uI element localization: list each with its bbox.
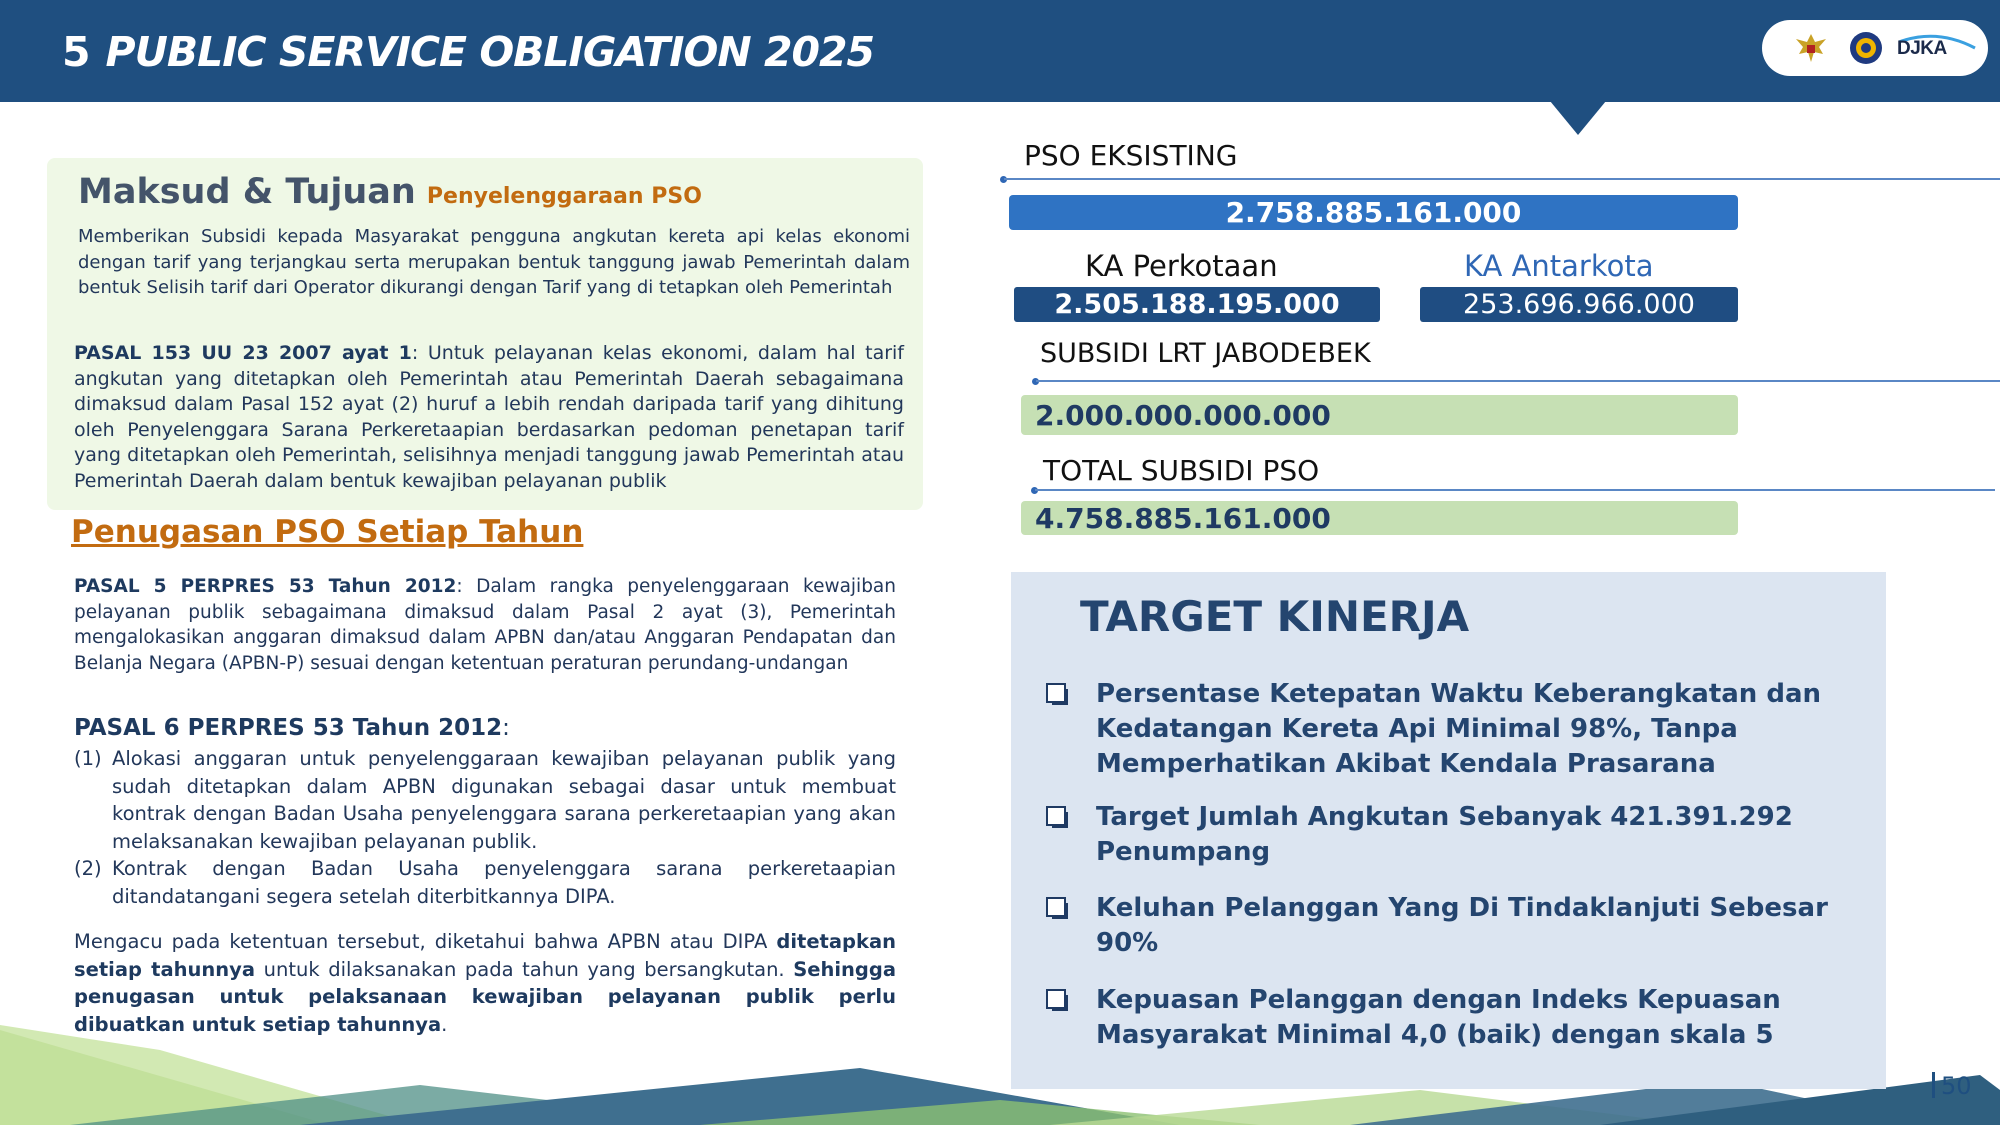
ka-antarkota-value: 253.696.966.000 <box>1420 287 1738 322</box>
maksud-title: Maksud & Tujuan <box>78 172 416 212</box>
maksud-body: Memberikan Subsidi kepada Masyarakat pengguna angkutan kereta api kelas ekonomi dengan tarif yang terjangkau serta merupakan bentuk tanggung jawab Pemerintah dalam bentuk Selisih tarif dari Operator dikurangi dengan Tarif yang di tetapkan oleh Pemerintah <box>78 226 910 298</box>
kemenhub-logo-icon <box>1848 30 1884 66</box>
djka-logo-text: DJKA <box>1897 38 1947 59</box>
closing-bold-2: Sehingga penugasan untuk pelaksanaan kewajiban pelayanan publik perlu dibuatkan untuk setiap tahunnya <box>74 957 897 1036</box>
page-number <box>1932 1072 1972 1100</box>
lrt-label: SUBSIDI LRT JABODEBEK <box>1040 338 1371 369</box>
logo-group <box>1762 20 1988 76</box>
closing-text-3: . <box>441 1012 448 1036</box>
checkbox-bullet-icon <box>1046 683 1066 703</box>
list-marker: (2) <box>74 857 102 880</box>
pasal6-colon: : <box>502 715 510 741</box>
target-item <box>1046 983 1866 1053</box>
list-marker: (1) <box>74 747 102 770</box>
maksud-heading <box>78 172 702 212</box>
target-item <box>1046 677 1866 782</box>
page-number-divider <box>1932 1072 1935 1098</box>
pasal153-text: : Untuk pelayanan kelas ekonomi, dalam hal tarif angkutan yang ditetapkan oleh Pemerintah atau Pemerintah Daerah sebagaimana dimaksud dalam Pasal 152 ayat (2) huruf a lebih rendah daripada tarif yang dihitung oleh Penyelenggara Sarana Perkeretaapian berdasarkan pedoman penetapan tarif yang ditetapkan oleh Pemerintah, selisihnya menjadi tanggung jawab Pemerintah atau Pemerintah Daerah dalam bentuk kewajiban pelayanan publik <box>74 342 904 492</box>
total-pso-value: 4.758.885.161.000 <box>1021 501 1738 535</box>
ka-antarkota-label: KA Antarkota <box>1464 249 1654 283</box>
list-item <box>74 855 896 910</box>
pasal5-paragraph <box>74 574 896 676</box>
checkbox-bullet-icon <box>1046 806 1066 826</box>
pasal153-paragraph <box>74 341 904 494</box>
ka-perkotaan-label: KA Perkotaan <box>1085 249 1278 283</box>
divider <box>1004 178 2000 180</box>
pasal5-label: PASAL 5 PERPRES 53 Tahun 2012 <box>74 576 457 597</box>
lrt-value: 2.000.000.000.000 <box>1021 395 1738 435</box>
target-item <box>1046 800 1866 870</box>
page-number-value: 50 <box>1941 1072 1972 1100</box>
page-title <box>62 28 874 76</box>
pso-eksisting-value: 2.758.885.161.000 <box>1009 195 1738 230</box>
section-number: 5 <box>62 28 90 76</box>
list-text: Kontrak dengan Badan Usaha penyelenggara sarana perkeretaapian ditandatangani segera setelah diterbitkannya DIPA. <box>112 857 896 908</box>
pasal5-text: : Dalam rangka penyelenggaraan kewajiban pelayanan publik sebagaimana dimaksud dalam Pasal 2 ayat (3), Pemerintah mengalokasikan anggaran dimaksud dalam APBN dan/atau Anggaran Pendapatan dan Belanja Negara (APBN-P) sesuai dengan ketentuan peraturan perundang-undangan <box>74 576 896 674</box>
pasal6-heading <box>74 715 510 741</box>
header-pointer <box>1550 101 1606 135</box>
pasal153-label: PASAL 153 UU 23 2007 ayat 1 <box>74 342 412 364</box>
garuda-emblem-icon <box>1792 30 1830 66</box>
penugasan-title: Penugasan PSO Setiap Tahun <box>71 514 584 550</box>
closing-bold-1: ditetapkan setiap tahunnya <box>74 930 896 981</box>
target-text: Persentase Ketepatan Waktu Keberangkatan dan Kedatangan Kereta Api Minimal 98%, Tanpa Memperhatikan Akibat Kendala Prasarana <box>1096 679 1822 779</box>
ka-perkotaan-value: 2.505.188.195.000 <box>1014 287 1380 322</box>
pso-eksisting-label: PSO EKSISTING <box>1024 139 1238 172</box>
target-text: Kepuasan Pelanggan dengan Indeks Kepuasan Masyarakat Minimal 4,0 (baik) dengan skala 5 <box>1096 985 1781 1050</box>
target-text: Target Jumlah Angkutan Sebanyak 421.391.292 Penumpang <box>1096 802 1793 867</box>
closing-paragraph <box>74 928 896 1038</box>
divider <box>1036 380 2000 382</box>
closing-text-1: Mengacu pada ketentuan tersebut, diketahui bahwa APBN atau DIPA <box>74 930 777 953</box>
list-item <box>74 745 896 855</box>
maksud-subtitle: Penyelenggaraan PSO <box>426 184 702 209</box>
target-title: TARGET KINERJA <box>1080 592 1470 641</box>
title-text: PUBLIC SERVICE OBLIGATION 2025 <box>105 28 875 76</box>
pasal6-label: PASAL 6 PERPRES 53 Tahun 2012 <box>74 715 503 741</box>
checkbox-bullet-icon <box>1046 989 1066 1009</box>
target-text: Keluhan Pelanggan Yang Di Tindaklanjuti Sebesar 90% <box>1096 893 1828 958</box>
closing-text-2: untuk dilaksanakan pada tahun yang bersangkutan. <box>255 957 794 981</box>
divider <box>1035 489 1995 491</box>
list-text: Alokasi anggaran untuk penyelenggaraan kewajiban pelayanan publik yang sudah ditetapkan dalam APBN digunakan sebagai dasar untuk membuat kontrak dengan Badan Usaha penyelenggara sarana perkeretaapian yang akan melaksanakan kewajiban pelayanan publik. <box>112 747 896 853</box>
total-pso-label: TOTAL SUBSIDI PSO <box>1043 454 1320 487</box>
target-item <box>1046 891 1866 961</box>
checkbox-bullet-icon <box>1046 897 1066 917</box>
